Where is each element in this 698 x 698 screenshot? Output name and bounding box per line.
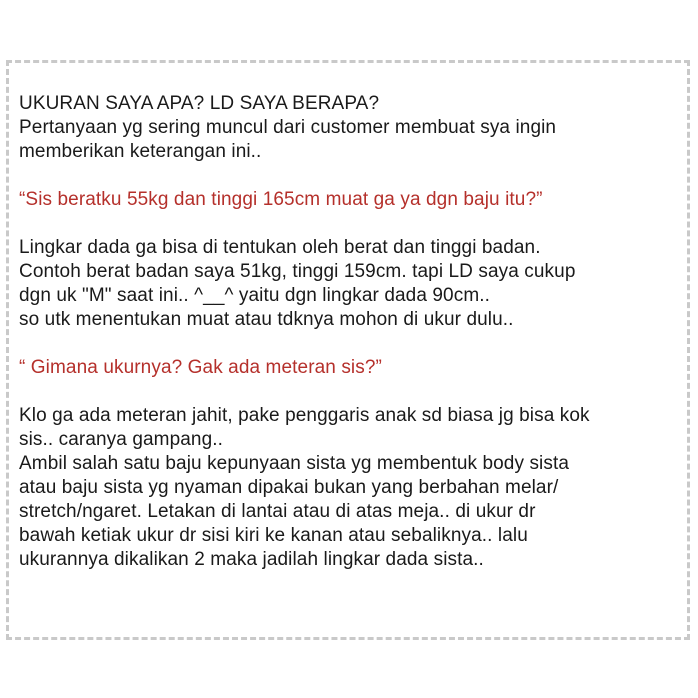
paragraph2-line-1: Klo ga ada meteran jahit, pake penggaris anak sd biasa jg bisa kok bbox=[19, 405, 590, 426]
intro-line-2: memberikan keterangan ini.. bbox=[19, 141, 262, 162]
paragraph2-line-4: atau baju sista yg nyaman dipakai bukan yang berbahan melar/ bbox=[19, 477, 559, 498]
spacer bbox=[19, 164, 695, 188]
paragraph2-line-5: stretch/ngaret. Letakan di lantai atau di atas meja.. di ukur dr bbox=[19, 501, 536, 522]
paragraph1-line-4: so utk menentukan muat atau tdknya mohon di ukur dulu.. bbox=[19, 309, 514, 330]
quote-how-to-measure: “ Gimana ukurnya? Gak ada meteran sis?” bbox=[19, 357, 382, 378]
paragraph1-line-3: dgn uk "M" saat ini.. ^__^ yaitu dgn lingkar dada 90cm.. bbox=[19, 285, 491, 306]
heading: UKURAN SAYA APA? LD SAYA BERAPA? bbox=[19, 93, 380, 114]
paragraph1-line-1: Lingkar dada ga bisa di tentukan oleh berat dan tinggi badan. bbox=[19, 237, 541, 258]
paragraph1-line-2: Contoh berat badan saya 51kg, tinggi 159cm. tapi LD saya cukup bbox=[19, 261, 576, 282]
paragraph2-line-3: Ambil salah satu baju kepunyaan sista yg membentuk body sista bbox=[19, 453, 570, 474]
spacer bbox=[19, 212, 695, 236]
quote-weight-height: “Sis beratku 55kg dan tinggi 165cm muat ga ya dgn baju itu?” bbox=[19, 189, 543, 210]
intro-line-1: Pertanyaan yg sering muncul dari customer membuat sya ingin bbox=[19, 117, 557, 138]
paragraph2-line-6: bawah ketiak ukur dr sisi kiri ke kanan atau sebaliknya.. lalu bbox=[19, 525, 528, 546]
spacer bbox=[19, 380, 695, 404]
paragraph2-line-2: sis.. caranya gampang.. bbox=[19, 429, 224, 450]
document-body bbox=[19, 92, 695, 572]
spacer bbox=[19, 332, 695, 356]
paragraph2-line-7: ukurannya dikalikan 2 maka jadilah lingkar dada sista.. bbox=[19, 549, 484, 570]
